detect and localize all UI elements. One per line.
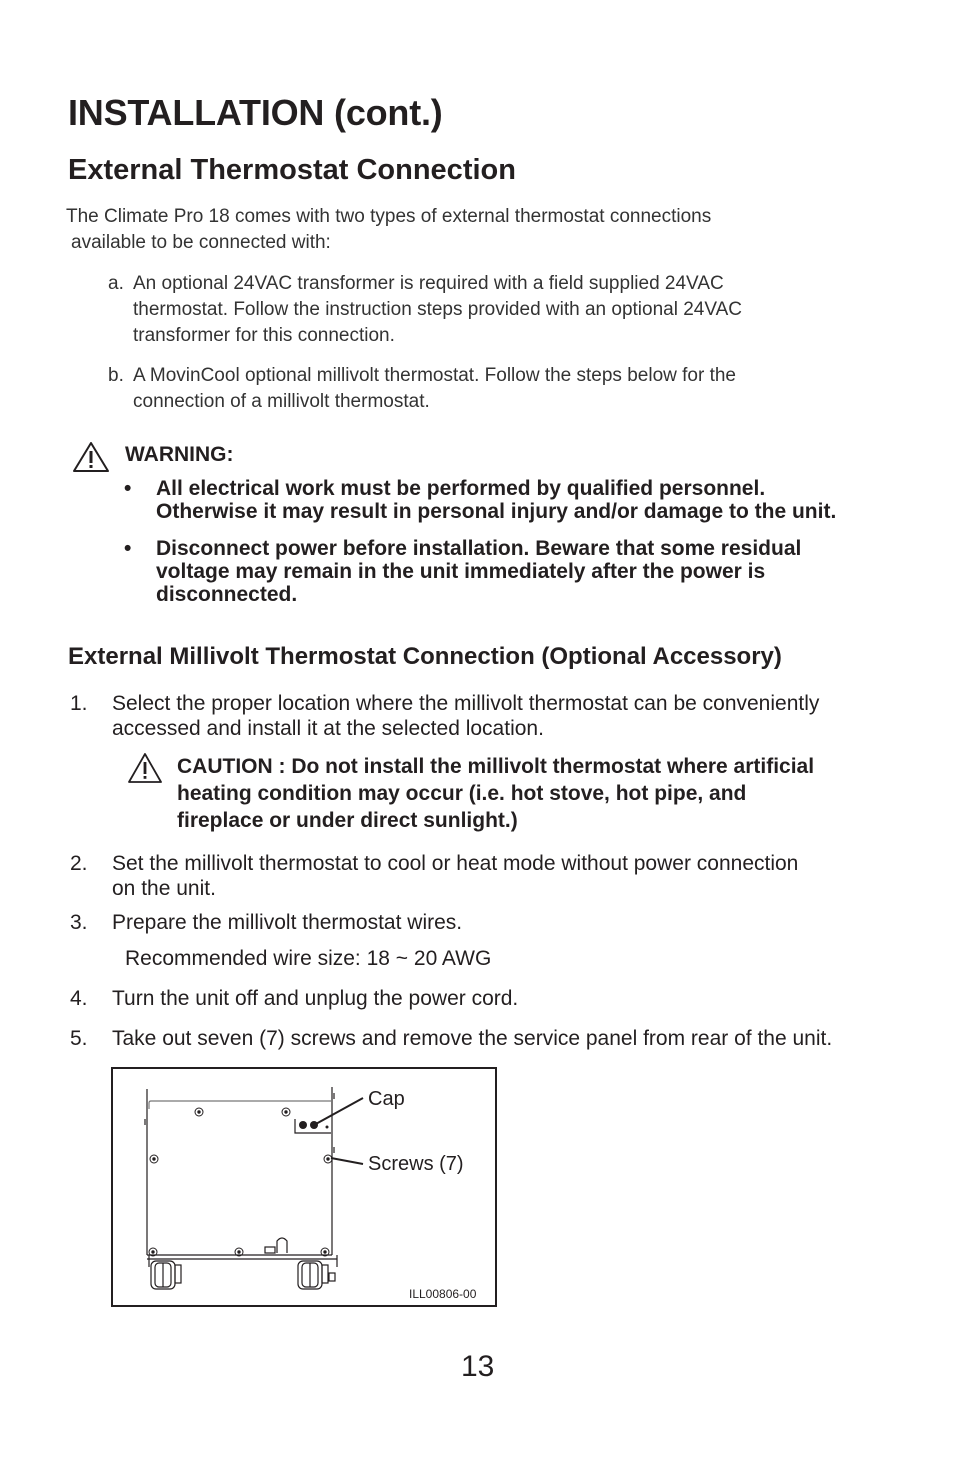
- step-number: 3.: [70, 911, 88, 934]
- option-text: [133, 363, 736, 415]
- warning-line: Disconnect power before installation. Beware that some residual: [156, 537, 802, 560]
- warning-line: Otherwise it may result in personal injury and/or damage to the unit.: [156, 500, 837, 523]
- step-line: Take out seven (7) screws and remove the service panel from rear of the unit.: [112, 1027, 833, 1050]
- caution-line: CAUTION : Do not install the millivolt thermostat where artificial: [177, 755, 815, 778]
- step-number: 1.: [70, 692, 88, 715]
- option-b: [108, 363, 868, 417]
- warning-line: All electrical work must be performed by qualified personnel.: [156, 477, 766, 500]
- cap-leader-line: [314, 1098, 363, 1125]
- step-number: 2.: [70, 852, 88, 875]
- page-title: INSTALLATION (cont.): [68, 92, 443, 133]
- option-a: [108, 271, 868, 351]
- warning-title: WARNING:: [125, 443, 234, 466]
- warning-item: [124, 537, 904, 609]
- step-item: [70, 851, 900, 903]
- option-marker: b.: [108, 365, 124, 386]
- option-line: thermostat. Follow the instruction steps provided with an optional 24VAC: [133, 299, 743, 320]
- illustration-code: ILL00806-00: [409, 1287, 477, 1301]
- screw-group: [149, 1108, 332, 1256]
- section-title: External Thermostat Connection: [68, 154, 516, 186]
- wire-size-note: Recommended wire size: 18 ~ 20 AWG: [125, 947, 492, 970]
- step-item: [70, 1026, 900, 1052]
- option-line: A MovinCool optional millivolt thermostat. Follow the steps below for the: [133, 365, 736, 386]
- caution-line: fireplace or under direct sunlight.): [177, 809, 518, 832]
- cap-dot: [299, 1121, 307, 1129]
- step-line: Turn the unit off and unplug the power cord.: [112, 987, 519, 1010]
- caution-text: [177, 753, 897, 834]
- step-line: accessed and install it at the selected location.: [112, 717, 544, 740]
- step-item: [70, 691, 900, 743]
- step-number: 5.: [70, 1027, 88, 1050]
- caution-line: heating condition may occur (i.e. hot stove, hot pipe, and: [177, 782, 747, 805]
- intro-line: The Climate Pro 18 comes with two types of external thermostat connections: [66, 206, 712, 227]
- cap-label: Cap: [368, 1088, 405, 1110]
- screws-leader-line: [331, 1158, 363, 1164]
- screws-label: Screws (7): [368, 1153, 464, 1175]
- warning-line: voltage may remain in the unit immediately after the power is: [156, 560, 766, 583]
- option-marker: a.: [108, 273, 124, 294]
- step-item: [70, 986, 900, 1012]
- option-text: [133, 271, 742, 349]
- intro-paragraph: [66, 204, 711, 256]
- step-line: on the unit.: [112, 877, 216, 900]
- step-item: [70, 910, 900, 936]
- option-line: An optional 24VAC transformer is required with a field supplied 24VAC: [133, 273, 724, 294]
- intro-line: available to be connected with:: [71, 232, 331, 253]
- subsection-title: External Millivolt Thermostat Connection (Optional Accessory): [68, 643, 782, 670]
- page-number: 13: [461, 1350, 495, 1383]
- warning-icon: [72, 441, 110, 473]
- unit-rear-illustration: [113, 1069, 495, 1305]
- bullet-symbol: •: [124, 477, 132, 500]
- warning-item: [124, 477, 904, 525]
- warning-line: disconnected.: [156, 583, 298, 606]
- option-line: transformer for this connection.: [133, 325, 395, 346]
- service-panel-figure: [111, 1067, 497, 1307]
- step-line: Select the proper location where the millivolt thermostat can be conveniently: [112, 692, 820, 715]
- step-line: Set the millivolt thermostat to cool or heat mode without power connection: [112, 852, 799, 875]
- bullet-symbol: •: [124, 537, 132, 560]
- caution-icon: [127, 752, 163, 784]
- option-line: connection of a millivolt thermostat.: [133, 391, 430, 412]
- step-number: 4.: [70, 987, 88, 1010]
- step-line: Prepare the millivolt thermostat wires.: [112, 911, 463, 934]
